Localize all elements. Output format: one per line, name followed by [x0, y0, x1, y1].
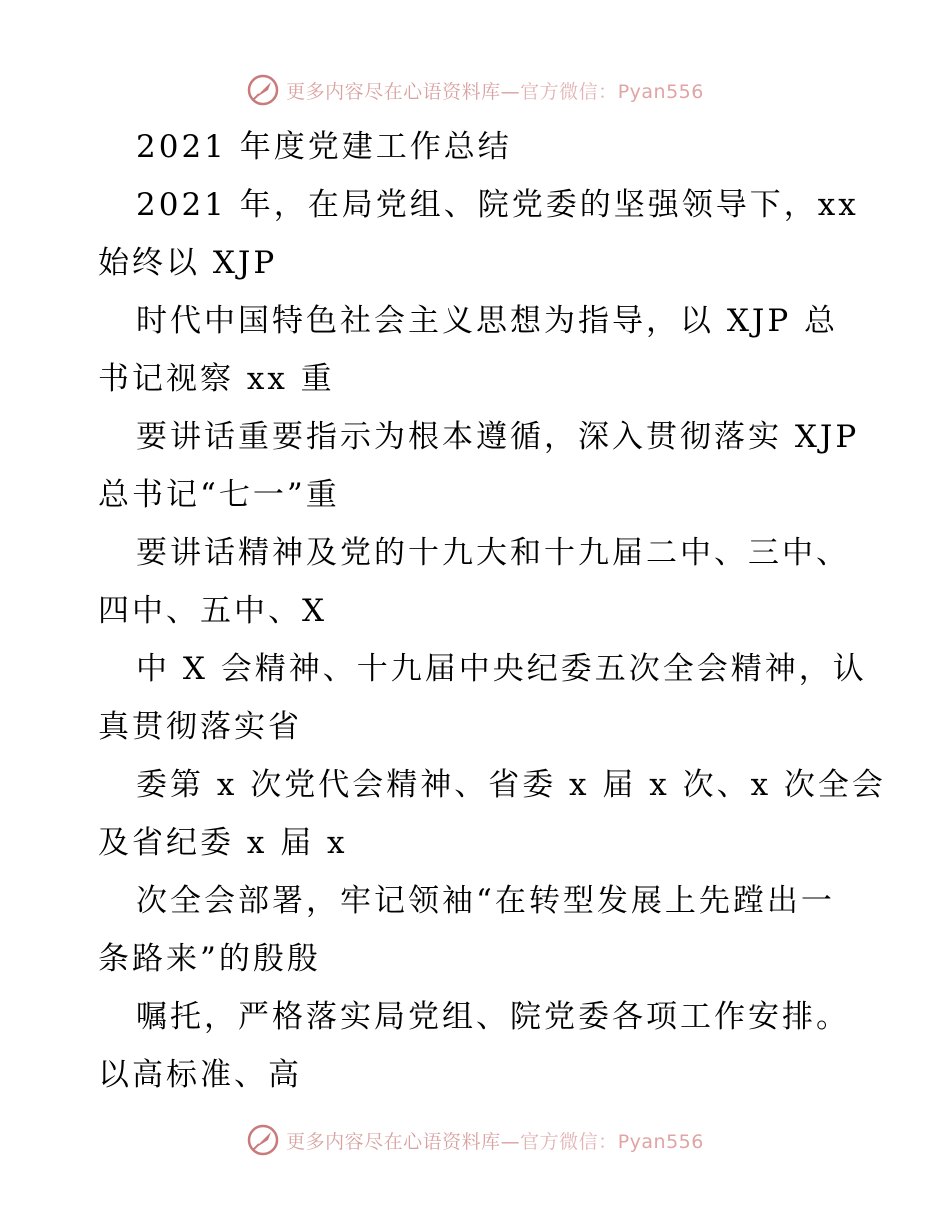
paragraph-line: 以高标准、高	[98, 1057, 302, 1093]
paragraph-line: 始终以 XJP	[98, 245, 278, 281]
watermark-main-text: 更多内容尽在心语资料库	[286, 80, 501, 103]
paragraph-line: 条路来”的殷殷	[98, 941, 321, 977]
paragraph-line: 嘱托，严格落实局党组、院党委各项工作安排。	[136, 999, 850, 1035]
paragraph-line: 次全会部署，牢记领袖“在转型发展上先蹚出一	[136, 883, 835, 919]
paragraph-line: 要讲话重要指示为根本遵循，深入贯彻落实 XJP	[136, 419, 860, 455]
quill-logo-icon	[246, 1123, 280, 1157]
footer-watermark	[0, 1120, 950, 1160]
paragraph-line: 时代中国特色社会主义思想为指导，以 XJP 总	[136, 303, 839, 339]
watermark-separator: —	[500, 80, 521, 103]
watermark-wechat-label: 官方微信：	[520, 80, 618, 103]
paragraph-line: 2021 年，在局党组、院党委的坚强领导下，xx	[136, 187, 859, 223]
header-watermark	[0, 70, 950, 110]
paragraph-line: 要讲话精神及党的十九大和十九届二中、三中、	[136, 535, 850, 571]
paragraph-line: 委第 x 次党代会精神、省委 x 届 x 次、x 次全会	[136, 767, 886, 803]
watermark-main-text: 更多内容尽在心语资料库	[286, 1130, 501, 1153]
paragraph-line: 及省纪委 x 届 x	[98, 825, 348, 861]
paragraph-line: 真贯彻落实省	[98, 709, 302, 745]
watermark-account: Pyan556	[617, 80, 704, 103]
watermark-account: Pyan556	[617, 1130, 704, 1153]
watermark-separator: —	[500, 1130, 521, 1153]
quill-logo-icon	[246, 73, 280, 107]
paragraph-line: 四中、五中、X	[98, 593, 328, 629]
paragraph-line: 书记视察 xx 重	[98, 361, 335, 397]
document-title: 2021 年度党建工作总结	[136, 129, 512, 165]
paragraph-line: 总书记“七一”重	[98, 477, 340, 513]
paragraph-line: 中 X 会精神、十九届中央纪委五次全会精神，认	[136, 651, 867, 687]
document-body	[98, 118, 886, 1104]
watermark-wechat-label: 官方微信：	[520, 1130, 618, 1153]
